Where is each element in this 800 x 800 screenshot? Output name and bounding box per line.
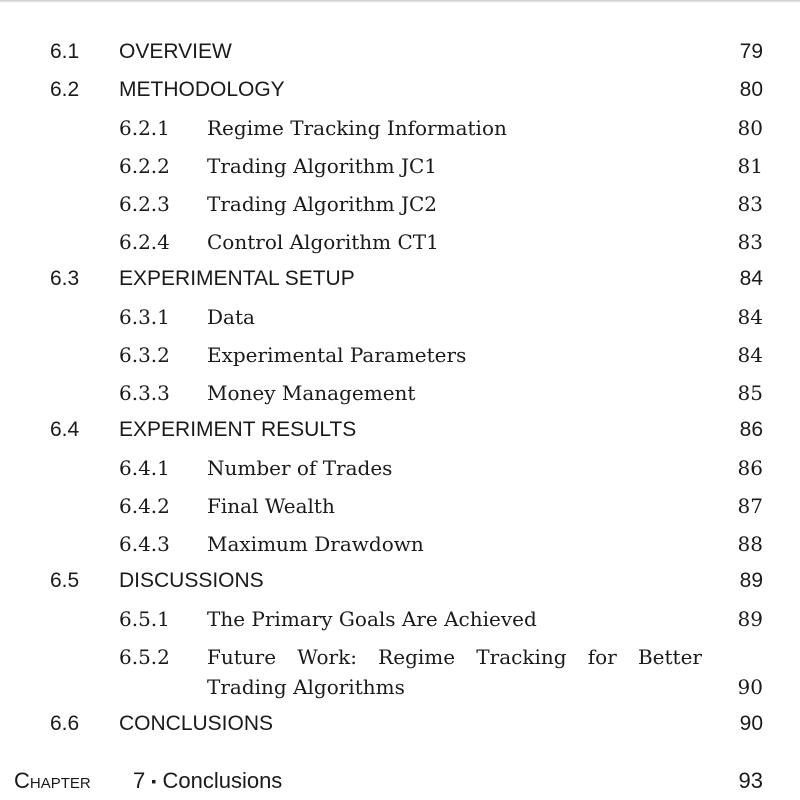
chapter-heading — [133, 768, 282, 794]
page-number: 89 — [737, 607, 763, 631]
chapter-title: Conclusions — [162, 768, 283, 793]
section-number: 6.3 — [50, 267, 80, 290]
section-number: 6.4 — [50, 418, 80, 441]
subsection-number: 6.4.2 — [119, 494, 170, 518]
page-number: 87 — [737, 494, 763, 518]
page-number: 84 — [737, 305, 763, 329]
subsection-number: 6.5.1 — [119, 607, 170, 631]
page-number: 81 — [737, 154, 763, 178]
page-number: 90 — [739, 712, 763, 735]
section-number: 6.5 — [50, 569, 80, 592]
subsection-number: 6.4.1 — [119, 456, 170, 480]
page-number: 86 — [739, 418, 763, 441]
subsection-title-line-1: Future Work: Regime Tracking for Better — [207, 645, 702, 669]
page-number: 83 — [737, 230, 763, 254]
chapter-label: Chapter — [14, 768, 91, 793]
subsection-title: Maximum Drawdown — [207, 532, 424, 556]
page-number: 89 — [739, 569, 763, 592]
subsection-title: Number of Trades — [207, 456, 393, 480]
subsection-title: Experimental Parameters — [207, 343, 467, 367]
chapter-separator-icon: ▪ — [151, 773, 157, 789]
subsection-number: 6.3.2 — [119, 343, 170, 367]
page-number: 80 — [737, 116, 763, 140]
subsection-title: Regime Tracking Information — [207, 116, 507, 140]
page-number: 90 — [737, 675, 763, 699]
section-title: OVERVIEW — [119, 40, 232, 63]
subsection-title: Trading Algorithm JC1 — [207, 154, 437, 178]
subsection-number: 6.4.3 — [119, 532, 170, 556]
section-title: METHODOLOGY — [119, 78, 285, 101]
subsection-number: 6.5.2 — [119, 645, 170, 669]
subsection-title: The Primary Goals Are Achieved — [207, 607, 537, 631]
page-number: 84 — [739, 267, 763, 290]
subsection-number: 6.2.4 — [119, 230, 170, 254]
subsection-number: 6.3.3 — [119, 381, 170, 405]
subsection-number: 6.2.2 — [119, 154, 170, 178]
page-top-border — [0, 0, 800, 3]
page-number: 93 — [738, 768, 763, 793]
section-number: 6.6 — [50, 712, 80, 735]
subsection-title-line-2: Trading Algorithms — [207, 675, 405, 699]
section-title: EXPERIMENT RESULTS — [119, 418, 357, 441]
page-number: 88 — [737, 532, 763, 556]
section-title: DISCUSSIONS — [119, 569, 264, 592]
page-number: 83 — [737, 192, 763, 216]
subsection-title: Control Algorithm CT1 — [207, 230, 439, 254]
page-number: 80 — [739, 78, 763, 101]
chapter-number: 7 — [133, 768, 146, 793]
section-number: 6.1 — [50, 40, 80, 63]
page-number: 86 — [737, 456, 763, 480]
page-number: 84 — [737, 343, 763, 367]
subsection-number: 6.3.1 — [119, 305, 170, 329]
section-title: EXPERIMENTAL SETUP — [119, 267, 355, 290]
section-number: 6.2 — [50, 78, 80, 101]
subsection-number: 6.2.1 — [119, 116, 170, 140]
subsection-title: Trading Algorithm JC2 — [207, 192, 437, 216]
page-number: 79 — [739, 40, 763, 63]
subsection-title: Data — [207, 305, 255, 329]
page-number: 85 — [737, 381, 763, 405]
subsection-title: Money Management — [207, 381, 416, 405]
subsection-number: 6.2.3 — [119, 192, 170, 216]
section-title: CONCLUSIONS — [119, 712, 274, 735]
subsection-title: Final Wealth — [207, 494, 335, 518]
